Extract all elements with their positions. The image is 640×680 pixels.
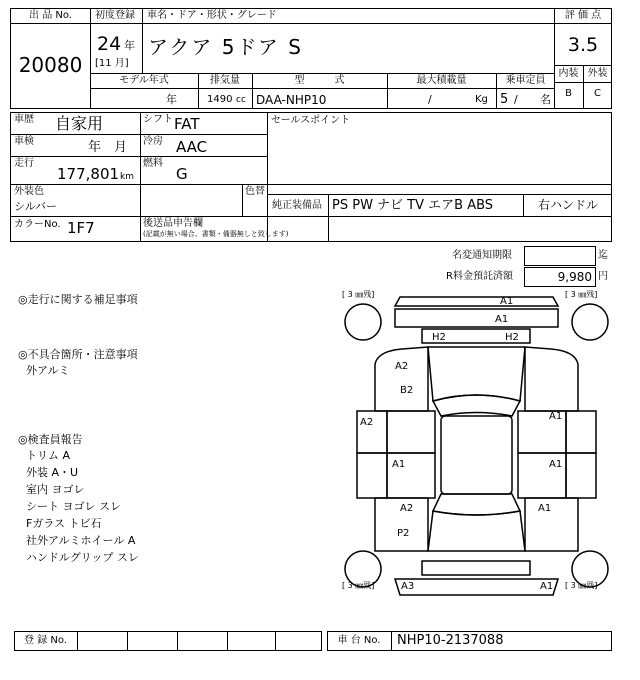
usage-label: 車歴 <box>14 114 34 125</box>
hood-front <box>395 309 558 327</box>
exterior-grade: C <box>594 88 601 99</box>
label-grille-right: H2 <box>505 332 519 343</box>
score-label: 評 価 点 <box>564 10 602 21</box>
ext-color-label: 外装色 <box>14 186 44 197</box>
inspector-item: Fガラス トビ石 <box>26 517 102 530</box>
equipment-label: 純正装備品 <box>272 200 322 211</box>
model-name: アクア 5ドア S <box>148 35 303 59</box>
tire-front-right <box>572 304 608 340</box>
inspector-item: ハンドルグリップ スレ <box>26 551 139 564</box>
capacity: 5 <box>500 92 509 107</box>
name-change-box <box>524 246 596 266</box>
label-right-rear-door: A1 <box>538 503 552 514</box>
label-grille-left: H2 <box>432 332 446 343</box>
tire-top-left-label: [ 3 ㎜残] <box>342 290 375 299</box>
inspector-item: 社外アルミホイール A <box>26 534 136 547</box>
capacity-unit: 名 <box>540 93 551 106</box>
recycle-unit: 円 <box>598 271 608 282</box>
equipment: PS PW ナビ TV エアB ABS <box>332 198 494 213</box>
max-load-sep: / <box>428 93 432 106</box>
first-reg-month: [11 月] <box>95 58 129 69</box>
inspector-item: 室内 ヨゴレ <box>26 483 85 496</box>
inspector-item: 外装 A・U <box>26 466 79 479</box>
color-change-label: 色替 <box>245 186 265 197</box>
score: 3.5 <box>567 34 599 56</box>
model-year-label: モデル年式 <box>119 75 169 86</box>
inspector-title: ◎検査員報告 <box>18 433 83 446</box>
damage-diagram <box>340 289 613 601</box>
name-change-label: 名変通知期限 <box>452 250 512 261</box>
reg-no-label: 登 録 No. <box>24 635 67 646</box>
fuel-label: 燃料 <box>143 158 163 169</box>
recycle-label: R料金預託済額 <box>446 271 513 282</box>
label-right-front-door: A1 <box>549 459 563 470</box>
displacement-label: 排気量 <box>210 75 240 86</box>
first-reg-label: 初度登録 <box>95 10 135 21</box>
label-rear-bumper-right: A1 <box>540 581 554 592</box>
type: DAA-NHP10 <box>256 93 327 107</box>
inspector-item: トリム A <box>26 449 71 462</box>
type-label: 型 式 <box>294 75 345 86</box>
rear-bumper <box>395 579 558 595</box>
interior-grade: B <box>565 88 572 99</box>
ext-color: シルバー <box>14 200 57 213</box>
defects-item: 外アルミ <box>26 364 70 377</box>
fuel: G <box>176 165 188 183</box>
inspection-value: 年 月 <box>88 140 128 155</box>
max-load-unit: Kg <box>475 94 488 105</box>
label-left-quarter: P2 <box>397 528 410 539</box>
tire-bottom-right-label: [ 3 ㎜残] <box>565 581 598 590</box>
first-reg-year: 24 <box>97 33 122 55</box>
mileage-label: 走行 <box>14 158 34 169</box>
ac-label: 冷房 <box>143 136 163 147</box>
chassis-label: 車 台 No. <box>337 635 381 646</box>
model-year-unit: 年 <box>166 93 177 106</box>
driving-title: ◎走行に関する補足事項 <box>18 293 138 306</box>
capacity-sep: / <box>514 93 518 106</box>
name-change-unit: 迄 <box>598 250 608 261</box>
year-unit: 年 <box>124 39 135 52</box>
inspector-item: シート ヨゴレ スレ <box>26 500 121 513</box>
color-no: 1F7 <box>67 219 95 237</box>
front-bumper <box>395 297 558 306</box>
model-name-label: 車名・ドア・形状・グレード <box>147 10 277 21</box>
docs-label: 後送品申告欄 <box>143 218 203 229</box>
car-diagram-svg <box>340 289 613 601</box>
color-no-label: カラーNo. <box>14 219 61 230</box>
label-front-bumper: A1 <box>500 296 514 307</box>
interior-label: 内装 <box>558 68 579 79</box>
mileage-unit: km <box>120 172 134 182</box>
label-right-fender: A1 <box>549 411 563 422</box>
docs-note: (記載が無い場合、書類・備器無しと致します) <box>143 230 289 238</box>
ac: AAC <box>176 138 208 156</box>
displacement-unit: cc <box>236 95 246 105</box>
label-hood-front: A1 <box>495 314 509 325</box>
capacity-label: 乗車定員 <box>505 75 546 86</box>
chassis-no: NHP10-2137088 <box>397 633 504 648</box>
shift: FAT <box>174 115 200 133</box>
lot-no-label: 出 品 No. <box>29 10 72 21</box>
lot-no: 20080 <box>18 53 83 77</box>
sales-point-label: セールスポイント <box>271 115 351 126</box>
max-load-label: 最大積載量 <box>416 75 467 86</box>
exterior-label: 外装 <box>587 68 608 79</box>
label-rear-bumper-left: A3 <box>401 581 415 592</box>
recycle-fee: 9,980 <box>557 270 592 284</box>
label-left-mirror: B2 <box>400 385 414 396</box>
steering: 右ハンドル <box>538 198 599 212</box>
label-left-fender: A2 <box>395 361 409 372</box>
displacement: 1490 <box>207 94 233 105</box>
label-left-rear-door: A2 <box>400 503 414 514</box>
tire-bottom-left-label: [ 3 ㎜残] <box>342 581 375 590</box>
defects-title: ◎不具合箇所・注意事項 <box>18 348 138 361</box>
label-left-front-door: A2 <box>360 417 374 428</box>
usage: 自家用 <box>55 114 104 133</box>
shift-label: シフト <box>143 114 173 125</box>
label-left-front-door-lower: A1 <box>392 459 406 470</box>
mileage: 177,801 <box>57 165 120 183</box>
tire-front-left <box>345 304 381 340</box>
tire-top-right-label: [ 3 ㎜残] <box>565 290 598 299</box>
inspection-label: 車検 <box>14 136 34 147</box>
